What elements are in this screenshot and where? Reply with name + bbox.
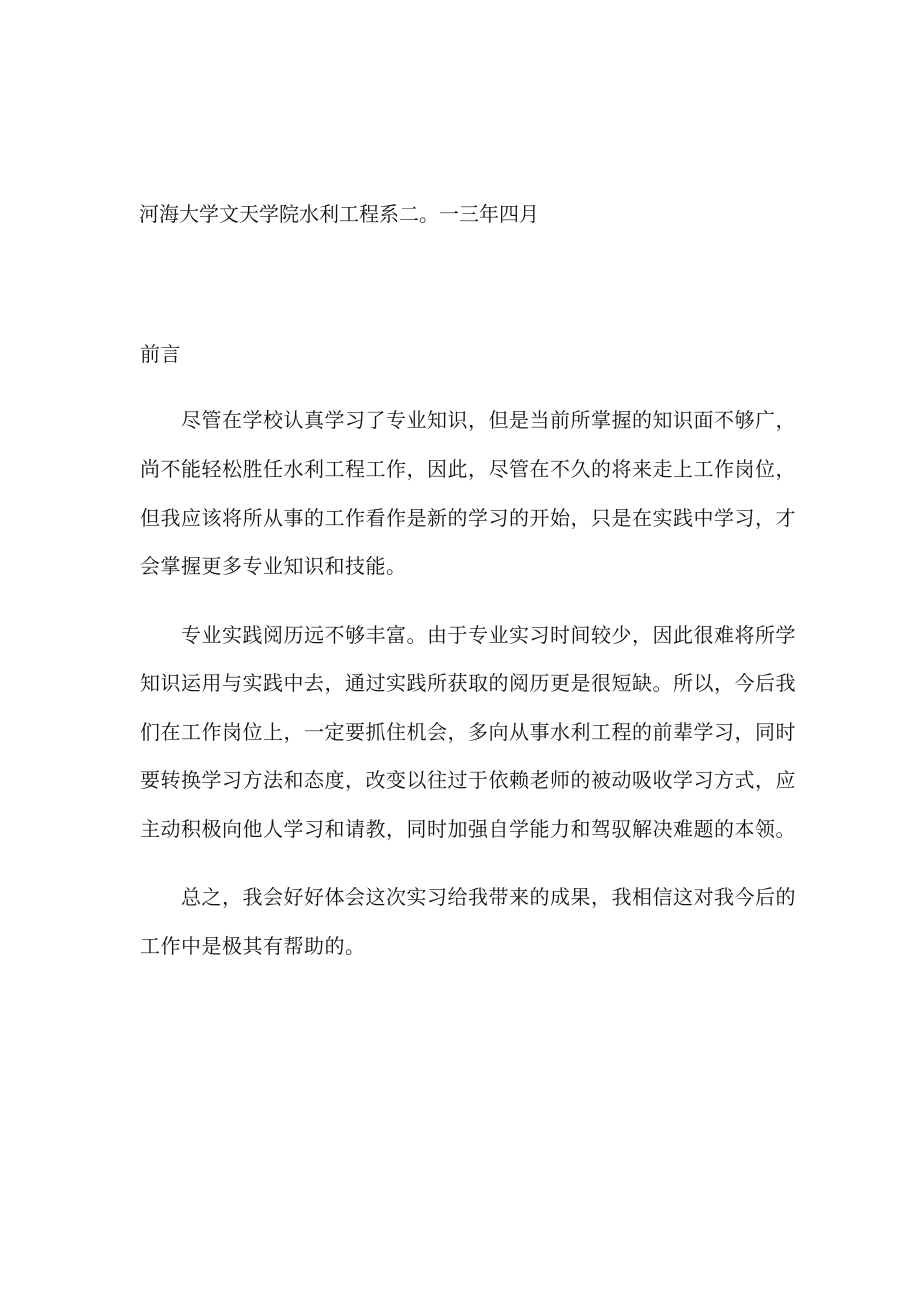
paragraph-line: 主动积极向他人学习和请教，同时加强自学能力和驾驭解决难题的本领。 [140,817,796,841]
document-header: 河海大学文天学院水利工程系二。一三年四月 [139,202,539,226]
paragraph-line: 要转换学习方法和态度，改变以往过于依赖老师的被动吸收学习方式，应 [140,768,796,792]
paragraph-line: 会掌握更多专业知识和技能。 [140,554,407,578]
paragraph-line: 知识运用与实践中去，通过实践所获取的阅历更是很短缺。所以，今后我 [140,671,796,695]
paragraph-line: 们在工作岗位上，一定要抓住机会，多向从事水利工程的前辈学习，同时 [140,720,796,744]
paragraph-line: 尚不能轻松胜任水利工程工作，因此，尽管在不久的将来走上工作岗位， [140,457,796,481]
paragraph-line: 尽管在学校认真学习了专业知识，但是当前所掌握的知识面不够广， [181,408,796,432]
paragraph-line: 工作中是极其有帮助的。 [140,934,366,958]
paragraph-line: 专业实践阅历远不够丰富。由于专业实习时间较少，因此很难将所学 [181,623,796,647]
section-title: 前言 [140,342,181,366]
paragraph-line: 但我应该将所从事的工作看作是新的学习的开始，只是在实践中学习，才 [140,506,796,530]
paragraph-line: 总之，我会好好体会这次实习给我带来的成果，我相信这对我今后的 [181,885,796,909]
